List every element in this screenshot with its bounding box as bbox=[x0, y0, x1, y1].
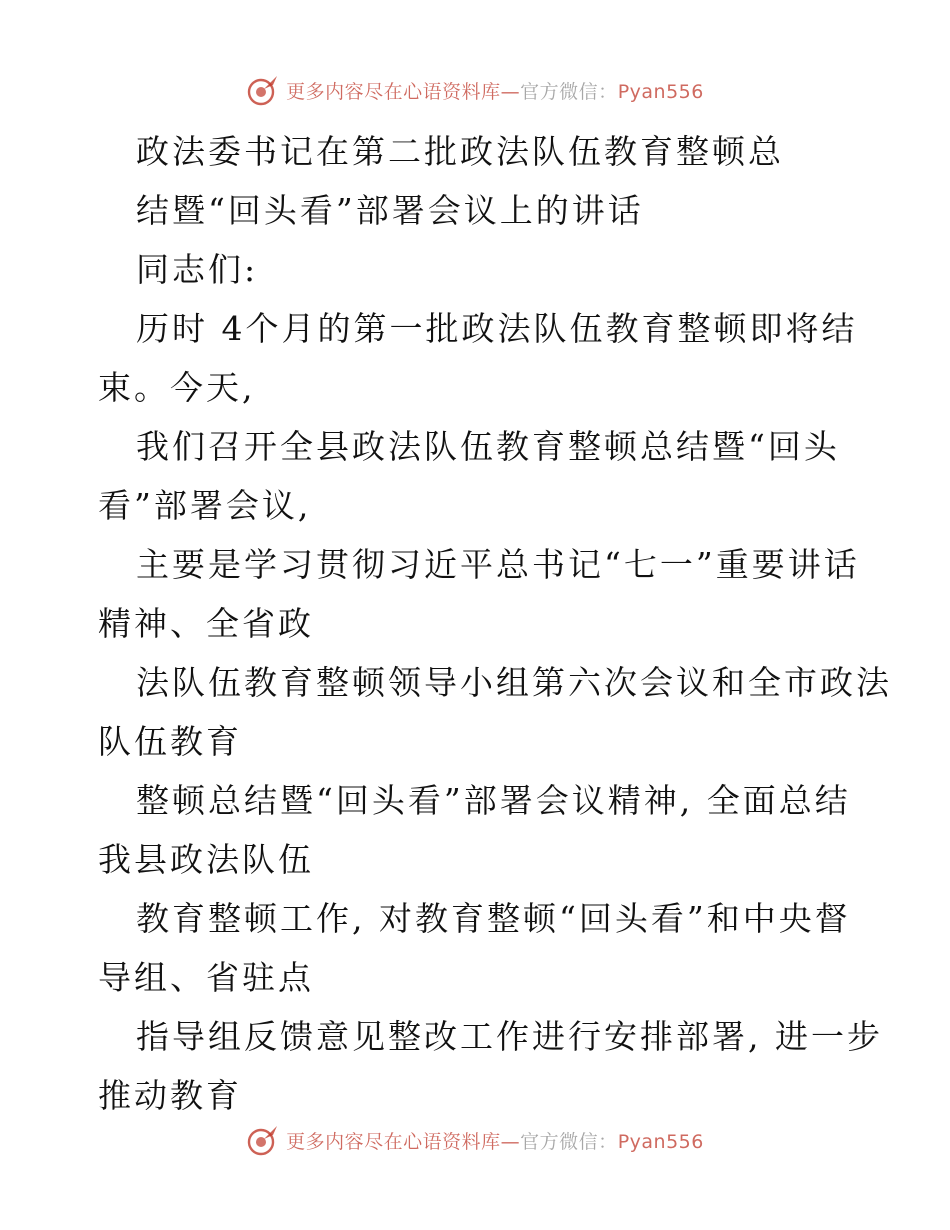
document-line: 同志们: bbox=[136, 250, 259, 289]
document-line: 导组、省驻点 bbox=[98, 958, 314, 997]
document-line: 教育整顿工作, 对教育整顿“回头看”和中央督 bbox=[136, 899, 851, 938]
quill-logo-icon bbox=[246, 1123, 280, 1157]
watermark-site: 更多内容尽在心语资料库 bbox=[286, 1130, 501, 1153]
document-body bbox=[98, 122, 892, 1125]
quill-logo-icon bbox=[246, 73, 280, 107]
document-line: 推动教育 bbox=[98, 1076, 242, 1115]
document-line: 政法委书记在第二批政法队伍教育整顿总 bbox=[136, 132, 784, 171]
watermark-text bbox=[286, 1127, 704, 1154]
document-line: 队伍教育 bbox=[98, 722, 242, 761]
document-line: 我县政法队伍 bbox=[98, 840, 314, 879]
document-line: 整顿总结暨“回头看”部署会议精神, 全面总结 bbox=[136, 781, 851, 820]
document-line: 我们召开全县政法队伍教育整顿总结暨“回头 bbox=[136, 427, 840, 466]
footer-watermark bbox=[0, 1120, 950, 1160]
watermark-wechat-label: 官方微信： bbox=[520, 1130, 618, 1153]
watermark-wechat-label: 官方微信： bbox=[520, 80, 618, 103]
document-line: 主要是学习贯彻习近平总书记“七一”重要讲话 bbox=[136, 545, 860, 584]
document-line: 精神、全省政 bbox=[98, 604, 314, 643]
document-line: 结暨“回头看”部署会议上的讲话 bbox=[136, 191, 644, 230]
watermark-dash: — bbox=[500, 1130, 521, 1153]
document-line: 法队伍教育整顿领导小组第六次会议和全市政法 bbox=[136, 663, 892, 702]
document-line: 看”部署会议, bbox=[98, 486, 312, 525]
document-line: 束。今天, bbox=[98, 368, 256, 407]
document-line: 历时 4个月的第一批政法队伍教育整顿即将结 bbox=[136, 309, 858, 348]
watermark-wechat-id: Pyan556 bbox=[617, 80, 704, 103]
watermark-text bbox=[286, 77, 704, 104]
watermark-wechat-id: Pyan556 bbox=[617, 1130, 704, 1153]
document-line: 指导组反馈意见整改工作进行安排部署, 进一步 bbox=[136, 1017, 883, 1056]
header-watermark bbox=[0, 70, 950, 110]
watermark-site: 更多内容尽在心语资料库 bbox=[286, 80, 501, 103]
watermark-dash: — bbox=[500, 80, 521, 103]
